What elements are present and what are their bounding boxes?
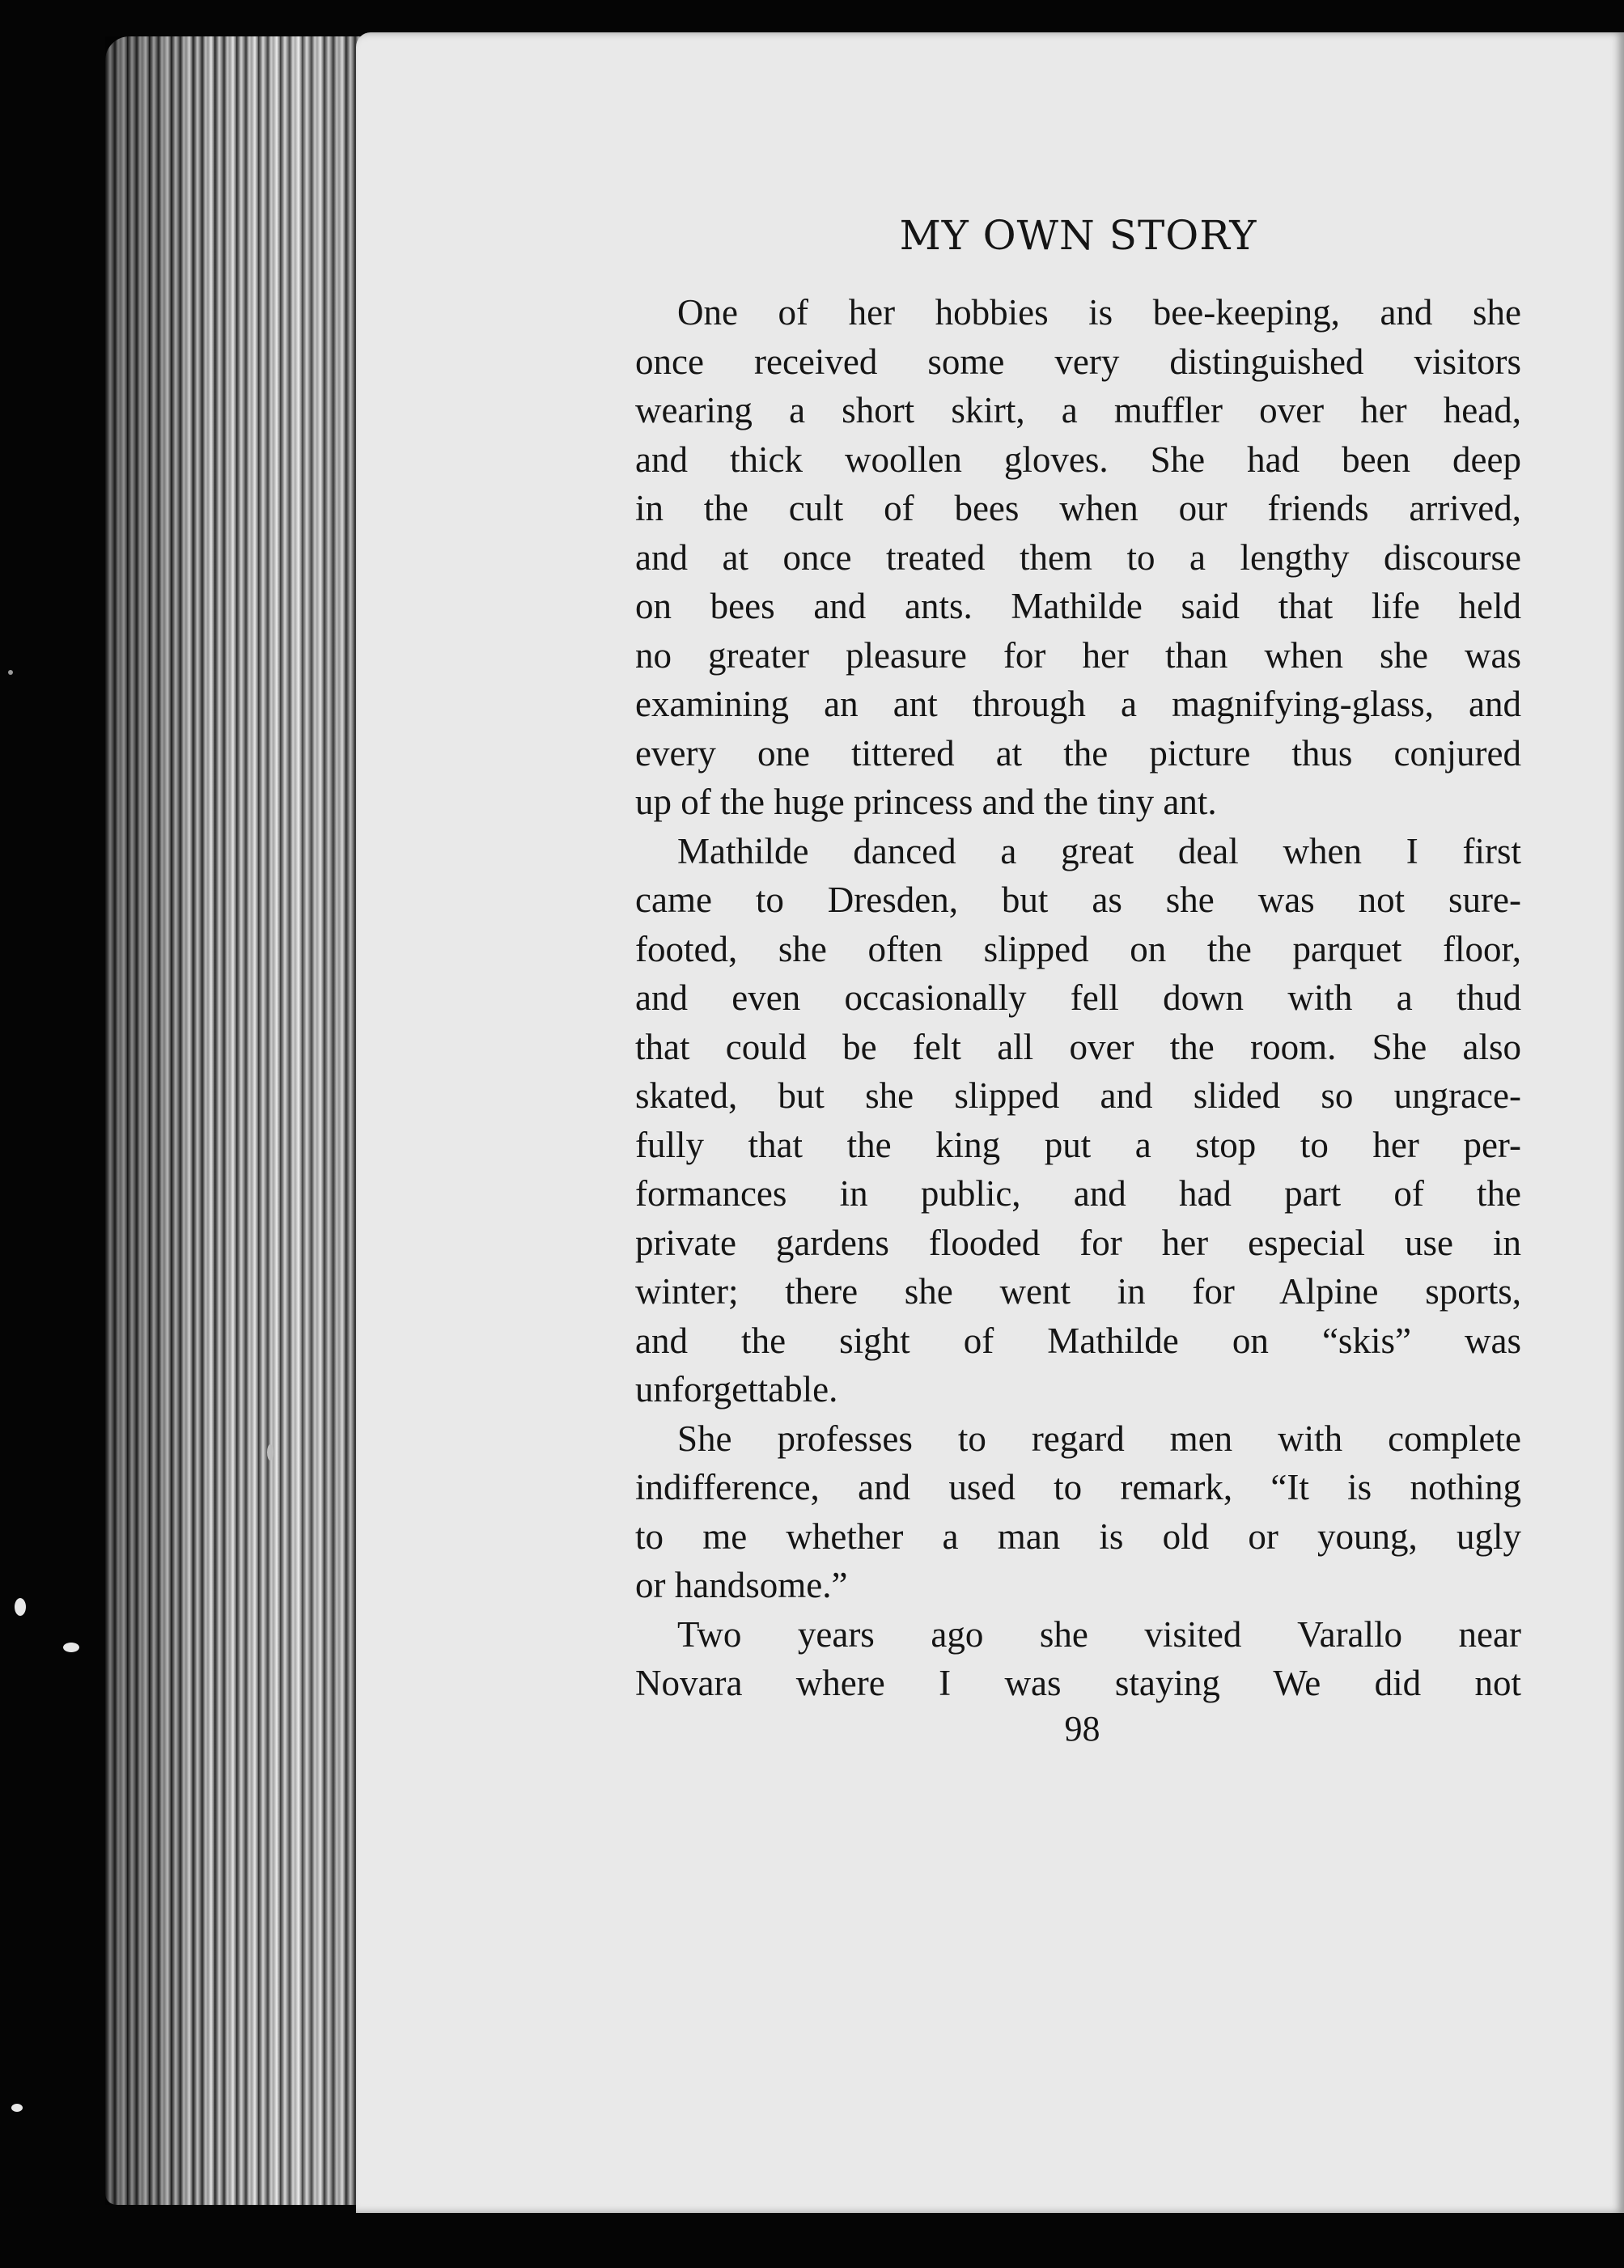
- text-line: Two years ago she visited Varallo near: [677, 1613, 1521, 1655]
- text-line: and thick woollen gloves. She had been deep: [635, 439, 1521, 480]
- text-line: came to Dresden, but as she was not sure-: [635, 880, 1521, 920]
- text-line: up of the huge princess and the tiny ant.: [635, 782, 1217, 822]
- text-line: footed, she often slipped on the parquet floor,: [635, 928, 1521, 969]
- dust-speck: [15, 1598, 26, 1616]
- text-line: Novara where I was staying We did not: [635, 1663, 1521, 1703]
- dust-speck: [267, 1444, 273, 1460]
- paragraph-bee-keeping: [635, 288, 1521, 827]
- text-line: One of her hobbies is bee-keeping, and she: [677, 292, 1521, 333]
- text-line: She professes to regard men with complete: [677, 1418, 1521, 1459]
- text-line: in the cult of bees when our friends arrived,: [635, 488, 1521, 528]
- text-line: fully that the king put a stop to her per-: [635, 1124, 1521, 1165]
- text-line: every one tittered at the picture thus conjured: [635, 732, 1521, 774]
- text-line: and even occasionally fell down with a thud: [635, 977, 1521, 1018]
- text-line: formances in public, and had part of the: [635, 1173, 1521, 1214]
- paragraph-dancing: [635, 827, 1521, 1414]
- text-line: private gardens flooded for her especial use in: [635, 1222, 1521, 1263]
- text-line: indifference, and used to remark, “It is nothing: [635, 1467, 1521, 1507]
- text-line: skated, but she slipped and slided so ungrace-: [635, 1075, 1521, 1116]
- text-line: unforgettable.: [635, 1369, 838, 1410]
- text-line: on bees and ants. Mathilde said that life held: [635, 586, 1521, 626]
- page-number: 98: [1064, 1708, 1100, 1749]
- running-head: MY OWN STORY: [899, 212, 1257, 259]
- dust-speck: [11, 2104, 23, 2112]
- book-page: [356, 32, 1624, 2213]
- dust-speck: [8, 670, 13, 675]
- text-line: and the sight of Mathilde on “skis” was: [635, 1320, 1521, 1361]
- text-line: wearing a short skirt, a muffler over her head,: [635, 390, 1521, 430]
- text-line: to me whether a man is old or young, ugly: [635, 1516, 1521, 1557]
- text-line: winter; there she went in for Alpine sports,: [635, 1271, 1521, 1312]
- text-line: or handsome.”: [635, 1565, 848, 1605]
- text-line: no greater pleasure for her than when she was: [635, 634, 1521, 676]
- text-line: and at once treated them to a lengthy discourse: [635, 536, 1521, 578]
- page-text-block: [635, 212, 1521, 1749]
- text-line: that could be felt all over the room. She also: [635, 1026, 1521, 1067]
- text-line: once received some very distinguished visitors: [635, 341, 1521, 382]
- paragraph-indifference: [635, 1414, 1521, 1610]
- text-line: examining an ant through a magnifying-glass, and: [635, 684, 1521, 724]
- text-line: Mathilde danced a great deal when I first: [677, 830, 1521, 871]
- dust-speck: [63, 1643, 79, 1652]
- book-page-edges: [105, 36, 364, 2205]
- paragraph-varallo: [635, 1610, 1521, 1708]
